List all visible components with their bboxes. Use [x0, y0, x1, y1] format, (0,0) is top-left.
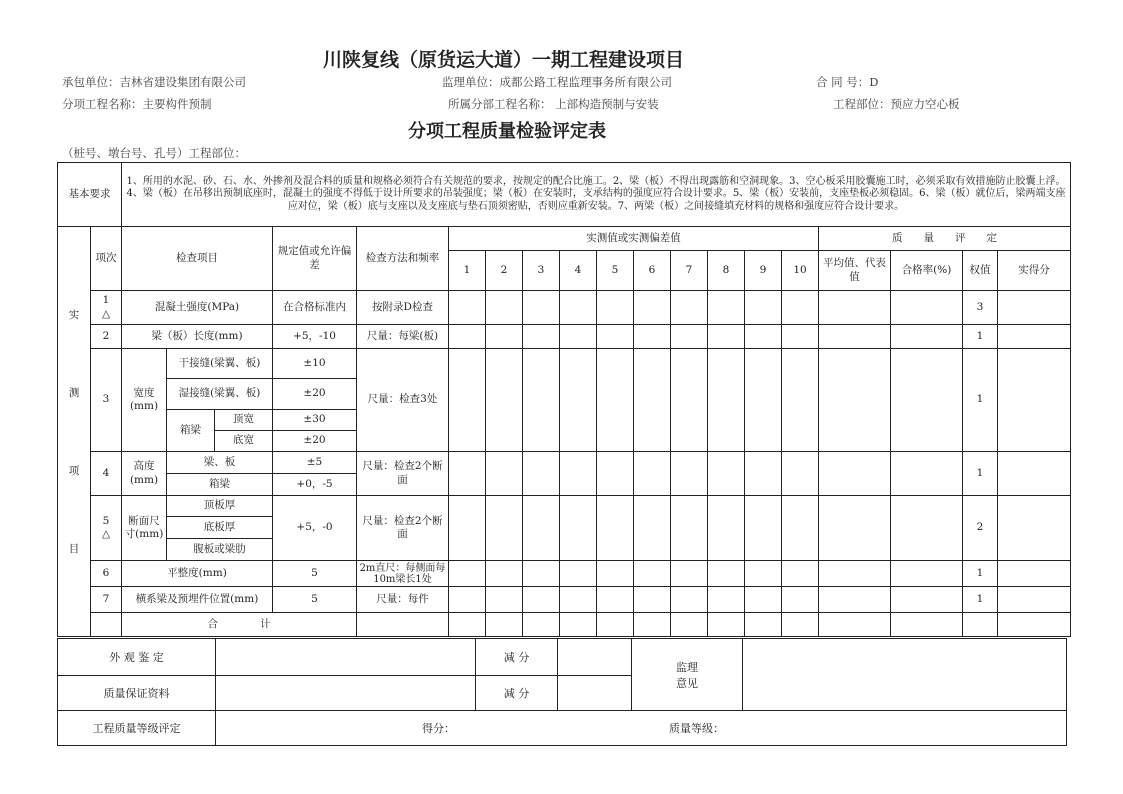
col-1: 1: [449, 251, 486, 291]
col-2: 2: [486, 251, 523, 291]
r6-weight: 1: [963, 561, 998, 587]
header-quality: 质 量 评 定: [819, 227, 1071, 251]
side-char-1: 实: [68, 308, 80, 321]
r7-spec: 5: [273, 587, 357, 613]
r1-method: 按附录D检查: [357, 291, 449, 325]
r5-group: 断面尺寸(mm): [122, 496, 167, 561]
r4-group: 高度(mm): [122, 452, 167, 496]
r3-a: 干接缝(梁翼、板): [167, 349, 273, 379]
r4-weight: 1: [963, 452, 998, 496]
r3-no: 3: [91, 349, 122, 452]
r7-weight: 1: [963, 587, 998, 613]
form-title: 分项工程质量检验评定表: [408, 121, 606, 142]
col-3: 3: [523, 251, 560, 291]
r2-item: 梁（板）长度(mm): [122, 325, 273, 349]
r3-b-spec: ±20: [273, 379, 357, 410]
r1-no: 1 △: [91, 291, 122, 325]
r6-item: 平整度(mm): [122, 561, 273, 587]
grade-label: 质量等级：: [669, 722, 724, 735]
total-label: 合 计: [122, 613, 357, 637]
r5-no: 5 △: [91, 496, 122, 561]
r5-a: 顶板厚: [167, 496, 273, 517]
r4-a: 梁、板: [167, 452, 273, 474]
side-label: [58, 227, 91, 637]
header-spec: 规定值或允许偏差: [273, 227, 357, 291]
col-5: 5: [597, 251, 634, 291]
supervisor-label: 监理单位：成都公路工程监理事务所有限公司: [442, 75, 672, 89]
r3-d-spec: ±20: [273, 431, 357, 452]
basic-req-text: 1、所用的水泥、砂、石、水、外掺剂及混合料的质量和规格必须符合有关规范的要求，按规定的配合比施工。2、梁（板）不得出现露筋和空洞现象。3、空心板采用胶囊施工时，必须采取有效措施防止胶囊上浮。4、梁（板）在吊移出预制底座时，混凝土的强度不得低于设计所要求的吊装强度；梁（板）在安装时，支承结构的强度应符合设计要求。5、梁（板）安装前，支座垫板必须稳固。6、梁（板）就位后，梁两端支座应对位，梁（板）底与支座以及支座底与垫石顶须密贴，否则应重新安装。7、两梁（板）之间接缝填充材料的规格和强度应符合设计要求。: [122, 163, 1071, 227]
col-9: 9: [745, 251, 782, 291]
r3-box: 箱梁: [167, 410, 215, 452]
header-method: 检查方法和频率: [357, 227, 449, 291]
r6-spec: 5: [273, 561, 357, 587]
r1-spec: 在合格标准内: [273, 291, 357, 325]
r4-b-spec: +0，-5: [273, 474, 357, 496]
r6-no: 6: [91, 561, 122, 587]
quality-docs-label: 质量保证资料: [58, 676, 216, 711]
project-title: 川陕复线（原货运大道）一期工程建设项目: [323, 49, 685, 71]
r3-weight: 1: [963, 349, 998, 452]
col-7: 7: [671, 251, 708, 291]
col-10: 10: [782, 251, 819, 291]
r4-a-spec: ±5: [273, 452, 357, 474]
header-score: 实得分: [998, 251, 1071, 291]
r2-spec: +5，-10: [273, 325, 357, 349]
deduct-label-1: 减 分: [476, 639, 558, 676]
supervision-label: 监理 意见: [632, 639, 743, 711]
col-6: 6: [634, 251, 671, 291]
r3-method: 尺量：检查3处: [357, 349, 449, 452]
r2-method: 尺量：每梁(板): [357, 325, 449, 349]
r3-a-spec: ±10: [273, 349, 357, 379]
header-avg: 平均值、代表值: [819, 251, 891, 291]
r1-weight: 3: [963, 291, 998, 325]
r5-method: 尺量：检查2个断面: [357, 496, 449, 561]
score-label: 得分：: [422, 722, 455, 735]
r7-no: 7: [91, 587, 122, 613]
r2-weight: 1: [963, 325, 998, 349]
r3-d: 底宽: [215, 431, 273, 452]
header-item-no: 项次: [91, 227, 122, 291]
evaluation-table: [57, 638, 1067, 746]
inspection-table: [57, 162, 1071, 637]
side-char-4: 目: [68, 542, 80, 555]
r1-item: 混凝土强度(MPa): [122, 291, 273, 325]
r5-spec: +5，-0: [273, 496, 357, 561]
r7-method: 尺量：每件: [357, 587, 449, 613]
col-8: 8: [708, 251, 745, 291]
r5-b: 底板厚: [167, 517, 273, 539]
r4-b: 箱梁: [167, 474, 273, 496]
side-char-3: 项: [68, 464, 80, 477]
appearance-label: 外 观 鉴 定: [58, 639, 216, 676]
contract-no-label: 合 同 号：D: [816, 75, 879, 89]
r3-c: 顶宽: [215, 410, 273, 431]
contractor-label: 承包单位：吉林省建设集团有限公司: [62, 75, 246, 89]
header-check-item: 检查项目: [122, 227, 273, 291]
pile-note: （桩号、墩台号、孔号）工程部位：: [62, 146, 246, 160]
parent-name-label: 所属分部工程名称： 上部构造预制与安装: [448, 97, 659, 111]
r5-c: 腹板或梁肋: [167, 539, 273, 561]
r7-item: 横系梁及预埋件位置(mm): [122, 587, 273, 613]
deduct-label-2: 减 分: [476, 676, 558, 711]
location-label: 工程部位：预应力空心板: [833, 97, 960, 111]
r3-c-spec: ±30: [273, 410, 357, 431]
r5-weight: 2: [963, 496, 998, 561]
r6-method: 2m直尺：每侧面每10m梁长1处: [357, 561, 449, 587]
r4-method: 尺量：检查2个断面: [357, 452, 449, 496]
header-pass-rate: 合格率(%): [891, 251, 963, 291]
header-measured: 实测值或实测偏差值: [449, 227, 819, 251]
header-weight: 权值: [963, 251, 998, 291]
r2-no: 2: [91, 325, 122, 349]
r3-b: 湿接缝(梁翼、板): [167, 379, 273, 410]
r3-group: 宽度(mm): [122, 349, 167, 452]
side-char-2: 测: [68, 386, 80, 399]
basic-req-label: 基本要求: [58, 163, 122, 227]
subitem-name-label: 分项工程名称：主要构件预制: [62, 97, 212, 111]
r4-no: 4: [91, 452, 122, 496]
grade-eval-label: 工程质量等级评定: [58, 711, 216, 746]
col-4: 4: [560, 251, 597, 291]
